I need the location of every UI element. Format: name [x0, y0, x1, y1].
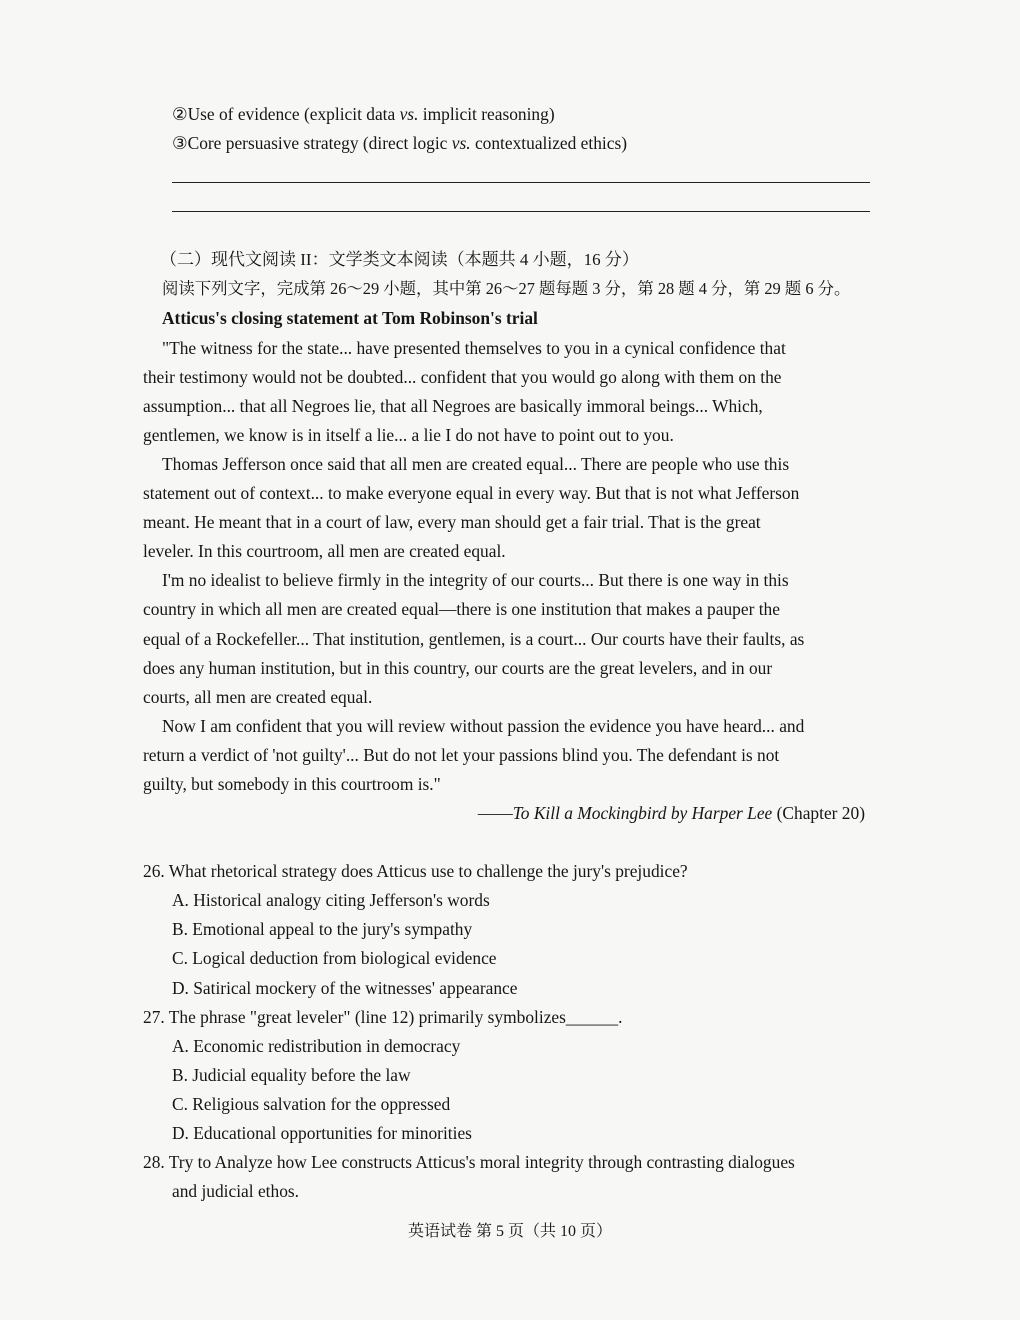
question-28-line-2: and judicial ethos.: [172, 1181, 300, 1201]
passage-source: [478, 805, 865, 822]
source-chapter: (Chapter 20): [772, 803, 865, 823]
question-26-stem: 26. What rhetorical strategy does Atticus use to challenge the jury's prejudice?: [143, 861, 688, 881]
item-2: [172, 106, 555, 123]
section-heading: （二）现代文阅读 II：文学类文本阅读（本题共 4 小题，16 分）: [160, 250, 639, 269]
passage-line: meant. He meant that in a court of law, every man should get a fair trial. That is the great: [143, 512, 761, 532]
page-footer: 英语试卷 第 5 页（共 10 页）: [407, 1223, 612, 1240]
question-27-option-d[interactable]: D. Educational opportunities for minorities: [172, 1123, 472, 1143]
question-28-line-1: 28. Try to Analyze how Lee constructs Atticus's moral integrity through contrasting dialogues: [143, 1152, 795, 1172]
item-2-rest: implicit reasoning): [418, 104, 555, 124]
question-27: [143, 1009, 622, 1026]
passage-line: assumption... that all Negroes lie, that all Negroes are basically immoral beings... Which,: [143, 396, 763, 416]
section-instructions: 阅读下列文字，完成第 26～29 小题，其中第 26～27 题每题 3 分，第 28 题 4 分，第 29 题 6 分。: [162, 279, 851, 298]
item-3-rest: contextualized ethics): [470, 133, 628, 153]
passage-line: Thomas Jefferson once said that all men are created equal... There are people who use this: [162, 454, 790, 474]
passage-line: their testimony would not be doubted... confident that you would go along with them on the: [143, 367, 782, 387]
passage-line: Now I am confident that you will review without passion the evidence you have heard... and: [162, 716, 805, 736]
source-dash: ——: [477, 803, 513, 823]
item-2-text: Use of evidence (explicit data: [187, 104, 400, 124]
passage-line: does any human institution, but in this country, our courts are the great levelers, and in our: [143, 658, 773, 678]
passage-line: equal of a Rockefeller... That institution, gentlemen, is a court... Our courts have their faults, as: [143, 629, 805, 649]
question-26-option-d[interactable]: D. Satirical mockery of the witnesses' appearance: [172, 978, 518, 998]
passage-line: statement out of context... to make everyone equal in every way. But that is not what Jefferson: [143, 483, 800, 503]
passage-line: return a verdict of 'not guilty'... But do not let your passions blind you. The defendant is not: [143, 745, 780, 765]
passage-line: gentlemen, we know is in itself a lie... a lie I do not have to point out to you.: [143, 425, 674, 445]
circled-3-marker: ③: [172, 133, 188, 153]
passage-line: courts, all men are created equal.: [143, 687, 373, 707]
passage-title: Atticus's closing statement at Tom Robinson's trial: [162, 308, 538, 328]
item-3: [172, 135, 627, 152]
passage-line: guilty, but somebody in this courtroom is.": [143, 774, 441, 794]
question-27-option-a[interactable]: A. Economic redistribution in democracy: [172, 1036, 461, 1056]
question-26-option-b[interactable]: B. Emotional appeal to the jury's sympathy: [172, 919, 473, 939]
question-26-option-c[interactable]: C. Logical deduction from biological evidence: [172, 948, 497, 968]
passage-line: I'm no idealist to believe firmly in the integrity of our courts... But there is one way in this: [162, 570, 789, 590]
source-work: To Kill a Mockingbird by Harper Lee: [512, 803, 773, 823]
question-27-stem: 27. The phrase "great leveler" (line 12) primarily symbolizes: [143, 1007, 566, 1027]
question-27-option-c[interactable]: C. Religious salvation for the oppressed: [172, 1094, 451, 1114]
item-3-vs: vs.: [451, 133, 471, 153]
item-3-text: Core persuasive strategy (direct logic: [187, 133, 452, 153]
passage-line: "The witness for the state... have presented themselves to you in a cynical confidence that: [162, 338, 786, 358]
circled-2-marker: ②: [172, 104, 188, 124]
answer-line-2[interactable]: [172, 211, 870, 212]
question-27-blank[interactable]: ______.: [565, 1007, 623, 1027]
answer-line-1[interactable]: [172, 182, 870, 183]
question-27-option-b[interactable]: B. Judicial equality before the law: [172, 1065, 411, 1085]
item-2-vs: vs.: [399, 104, 419, 124]
passage-line: country in which all men are created equal—there is one institution that makes a pauper the: [143, 599, 780, 619]
passage-line: leveler. In this courtroom, all men are created equal.: [143, 541, 506, 561]
question-26-option-a[interactable]: A. Historical analogy citing Jefferson's words: [172, 890, 490, 910]
